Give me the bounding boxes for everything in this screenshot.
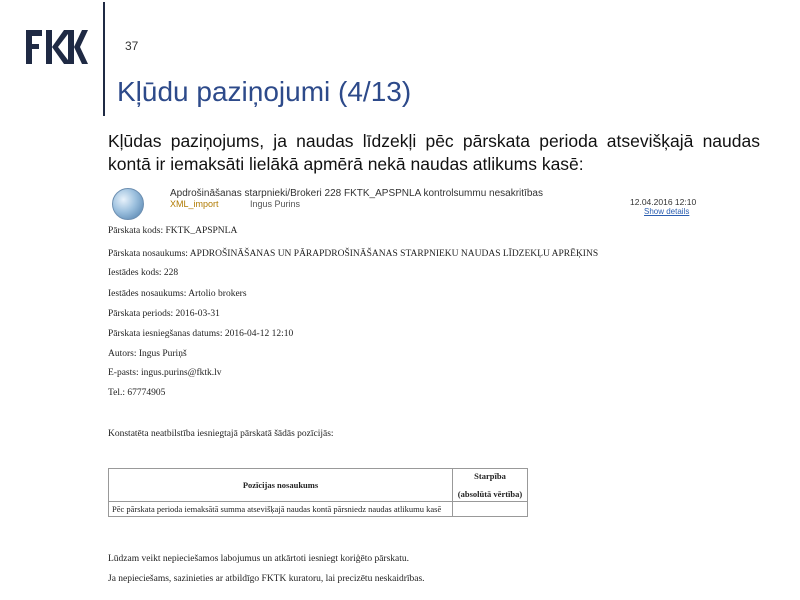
report-user: Ingus Purins	[250, 199, 301, 209]
field-submission-date: Pārskata iesniegšanas datums: 2016-04-12 12:10	[108, 329, 294, 339]
field-report-code: Pārskata kods: FKTK_APSPNLA	[108, 226, 238, 236]
show-details-link[interactable]: Show details	[644, 207, 690, 216]
discrepancy-table	[108, 468, 528, 517]
table-cell-position: Pēc pārskata perioda iemaksātā summa atsevišķajā naudas kontā pārsniedz naudas atlikumu kasē	[109, 502, 453, 517]
xml-import-label[interactable]: XML_import	[170, 199, 219, 209]
footer-line-1: Lūdzam veikt nepieciešamos labojumus un atkārtoti iesniegt koriģēto pārskatu.	[108, 554, 410, 564]
table-header-position: Pozīcijas nosaukums	[109, 469, 453, 502]
intro-text: Kļūdas paziņojums, ja naudas līdzekļi pēc pārskata perioda atsevišķajā naudas kontā ir iemaksāti lielākā apmērā nekā naudas atlikums kasē:	[108, 131, 760, 174]
table-header-difference-line1: Starpība	[474, 471, 506, 481]
field-report-name: Pārskata nosaukums: APDROŠINĀŠANAS UN PĀRAPDROŠINĀŠANAS STARPNIEKU NAUDAS LĪDZEKĻU APRĒĶINS	[108, 249, 599, 259]
slide-number: 37	[125, 39, 139, 53]
table-header-difference	[453, 469, 528, 502]
table-row	[109, 502, 528, 517]
field-institution-code: Iestādes kods: 228	[108, 268, 179, 278]
fktk-logo-icon	[26, 28, 88, 66]
field-email: E-pasts: ingus.purins@fktk.lv	[108, 368, 222, 378]
field-author: Autors: Ingus Puriņš	[108, 349, 187, 359]
field-institution-name: Iestādes nosaukums: Artolio brokers	[108, 289, 247, 299]
footer-line-2: Ja nepieciešams, sazinieties ar atbildīgo FKTK kuratoru, lai precizētu neskaidrības.	[108, 574, 425, 584]
header-divider	[103, 2, 105, 116]
field-period: Pārskata periods: 2016-03-31	[108, 309, 220, 319]
table-header-difference-line2: (absolūtā vērtība)	[457, 489, 523, 499]
report-screenshot	[108, 186, 708, 596]
slide-title: Kļūdu paziņojumi (4/13)	[117, 76, 412, 107]
report-header-title: Apdrošināšanas starpnieki/Brokeri 228 FKTK_APSPNLA kontrolsummu nesakritības	[170, 188, 543, 199]
discrepancy-note: Konstatēta neatbilstība iesniegtajā pārskatā šādās pozīcijās:	[108, 429, 334, 439]
field-phone: Tel.: 67774905	[108, 388, 166, 398]
table-cell-difference	[453, 502, 528, 517]
report-date: 12.04.2016 12:10	[630, 197, 697, 207]
globe-icon	[112, 188, 144, 220]
